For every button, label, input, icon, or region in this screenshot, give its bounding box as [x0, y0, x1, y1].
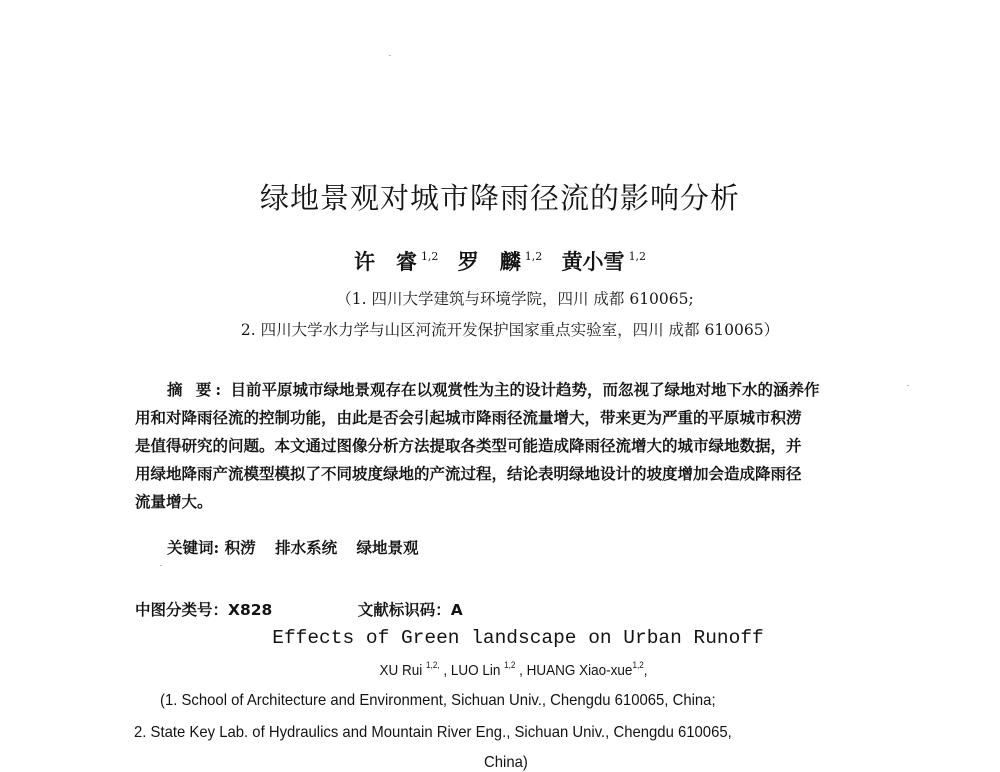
paper-title-cn: 绿地景观对城市降雨径流的影响分析 — [259, 181, 740, 215]
separator: , — [443, 662, 451, 679]
abstract-label: 摘 要: — [167, 380, 226, 399]
author-affil-sup: 1,2 — [628, 250, 647, 263]
author-name: HUANG Xiao-xue — [526, 662, 633, 679]
affiliation-cn-1: （1. 四川大学建筑与环境学院，四川 成都 610065; — [336, 290, 694, 308]
author-name: 许 睿 — [353, 249, 417, 274]
abstract-text: 目前平原城市绿地景观存在以观赏性为主的设计趋势，而忽视了绿地对地下水的涵养作 — [230, 380, 820, 399]
classification-line — [135, 598, 463, 620]
document-code: 文献标识码：A — [357, 601, 463, 619]
scan-speck — [907, 385, 909, 386]
author-affil-sup: 1,2 — [524, 250, 543, 263]
author-affil-sup: 1,2 — [420, 250, 439, 263]
keywords-cn — [167, 536, 433, 558]
authors-en — [50, 660, 950, 679]
abstract-line: 是值得研究的问题。本文通过图像分析方法提取各类型可能造成降雨径流增大的城市绿地数据，并 — [135, 436, 802, 455]
author-affil-sup: 1,2 — [504, 660, 516, 670]
author-name: 罗 麟 — [457, 249, 521, 274]
scan-speck — [389, 55, 391, 56]
keywords-label: 关键词: — [167, 538, 220, 557]
author-name: XU Rui — [379, 662, 423, 679]
author-cn — [354, 249, 439, 274]
author-name: 黄小雪 — [561, 249, 625, 274]
authors-cn — [0, 246, 1000, 276]
abstract-line: 流量增大。 — [135, 492, 213, 511]
separator: , — [519, 662, 527, 679]
keyword: 排水系统 — [275, 538, 338, 557]
affiliation-en-2: 2. State Key Lab. of Hydraulics and Mountain River Eng., Sichuan Univ., Chengdu 610065, — [134, 724, 732, 741]
affiliation-cn-2: 2. 四川大学水力学与山区河流开发保护国家重点实验室，四川 成都 610065） — [240, 321, 780, 339]
author-cn — [562, 249, 647, 274]
scan-speck — [160, 565, 162, 566]
keyword: 积涝 — [224, 538, 256, 557]
keyword: 绿地景观 — [356, 538, 419, 557]
clc-number: 中图分类号：X828 — [135, 601, 273, 619]
author-en — [380, 662, 440, 679]
abstract-line: 用和对降雨径流的控制功能，由此是否会引起城市降雨径流量增大，带来更为严重的平原城市积涝 — [135, 408, 802, 427]
abstract-line — [135, 376, 895, 404]
author-affil-sup: 1,2 — [632, 660, 644, 670]
author-cn — [458, 249, 543, 274]
author-affil-sup: 1,2, — [426, 660, 440, 670]
paper-title-en: Effects of Green landscape on Urban Runoff — [272, 627, 764, 649]
affiliation-en-1: (1. School of Architecture and Environment, Sichuan Univ., Chengdu 610065, China; — [160, 692, 716, 709]
author-en: HUANG Xiao-xue$^{1,2}$, — [526, 660, 648, 679]
abstract-line: 用绿地降雨产流模型模拟了不同坡度绿地的产流过程，结论表明绿地设计的坡度增加会造成降雨径 — [135, 464, 802, 483]
abstract-cn — [135, 376, 895, 516]
author-en — [451, 662, 516, 679]
affiliation-en-3: China) — [484, 754, 528, 771]
author-name: LUO Lin — [450, 662, 501, 679]
